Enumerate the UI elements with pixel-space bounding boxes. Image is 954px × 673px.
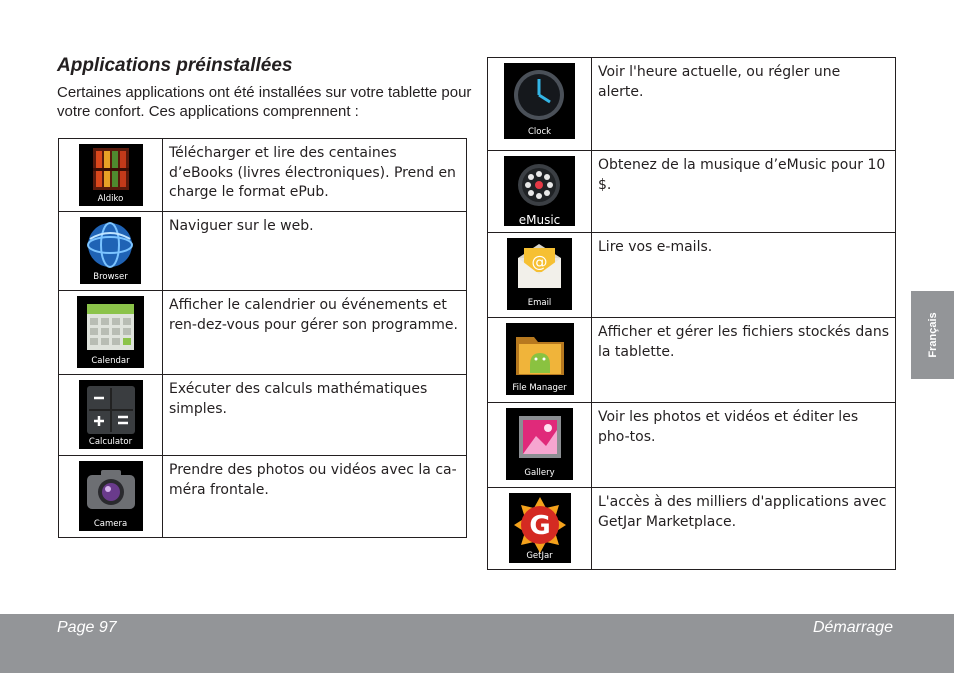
app-label: Camera [93,519,128,529]
table-row [59,456,467,538]
app-description: Exécuter des calculs mathématiques simples. [163,375,467,456]
svg-text:G: G [528,511,551,541]
app-label: Gallery [524,468,555,478]
app-description: Afficher le calendrier ou événements et ren-dez-vous pour gérer son programme. [163,291,467,375]
getjar-icon [509,493,571,563]
language-tab [911,291,954,379]
table-row [59,139,467,212]
file-manager-icon [506,323,574,395]
svg-text:@: @ [531,252,548,271]
app-description: Obtenez de la musique d’eMusic pour 10 $. [592,151,896,233]
table-row [59,291,467,375]
app-description: Lire vos e-mails. [592,233,896,318]
email-icon [507,238,572,310]
page-title: Applications préinstallées [57,55,293,76]
intro-text: Certaines applications ont été installées sur votre tablette pour votre confort. Ces applications comprennent : [57,84,472,120]
globe-icon [80,217,141,284]
app-label: Calendar [91,356,130,366]
app-description: Naviguer sur le web. [163,212,467,291]
table-row [488,58,896,151]
calculator-icon [79,380,143,449]
calendar-icon [77,296,144,368]
app-description: Voir les photos et vidéos et éditer les pho-tos. [592,403,896,488]
table-row [488,318,896,403]
clock-icon [504,63,575,139]
app-label: Aldiko [97,194,124,204]
camera-icon [79,461,143,531]
app-label: eMusic [518,213,561,227]
table-row [488,403,896,488]
table-row [59,212,467,291]
aldiko-icon [79,144,143,206]
app-label: Calculator [88,437,133,447]
app-description: Voir l'heure actuelle, ou régler une alerte. [592,58,896,151]
table-row [59,375,467,456]
left-app-table [58,138,467,538]
footer-bar [0,614,954,673]
app-description: L'accès à des milliers d'applications avec GetJar Marketplace. [592,488,896,570]
table-row [488,233,896,318]
app-label: GetJar [526,551,553,561]
app-description: Afficher et gérer les fichiers stockés dans la tablette. [592,318,896,403]
gallery-icon [506,408,573,480]
app-label: Email [527,298,552,308]
app-description: Télécharger et lire des centaines d’eBooks (livres électroniques). Prend en charge le format ePub. [163,139,467,212]
page-number: Page 97 [57,619,117,636]
table-row [488,151,896,233]
app-label: Clock [527,127,552,137]
app-description: Prendre des photos ou vidéos avec la ca-méra frontale. [163,456,467,538]
section-name: Démarrage [812,619,893,636]
app-label: File Manager [512,383,567,393]
table-row [488,488,896,570]
emusic-icon [504,156,575,226]
language-tab-label: Français [926,312,939,358]
app-label: Browser [93,272,128,282]
right-app-table [487,57,896,570]
